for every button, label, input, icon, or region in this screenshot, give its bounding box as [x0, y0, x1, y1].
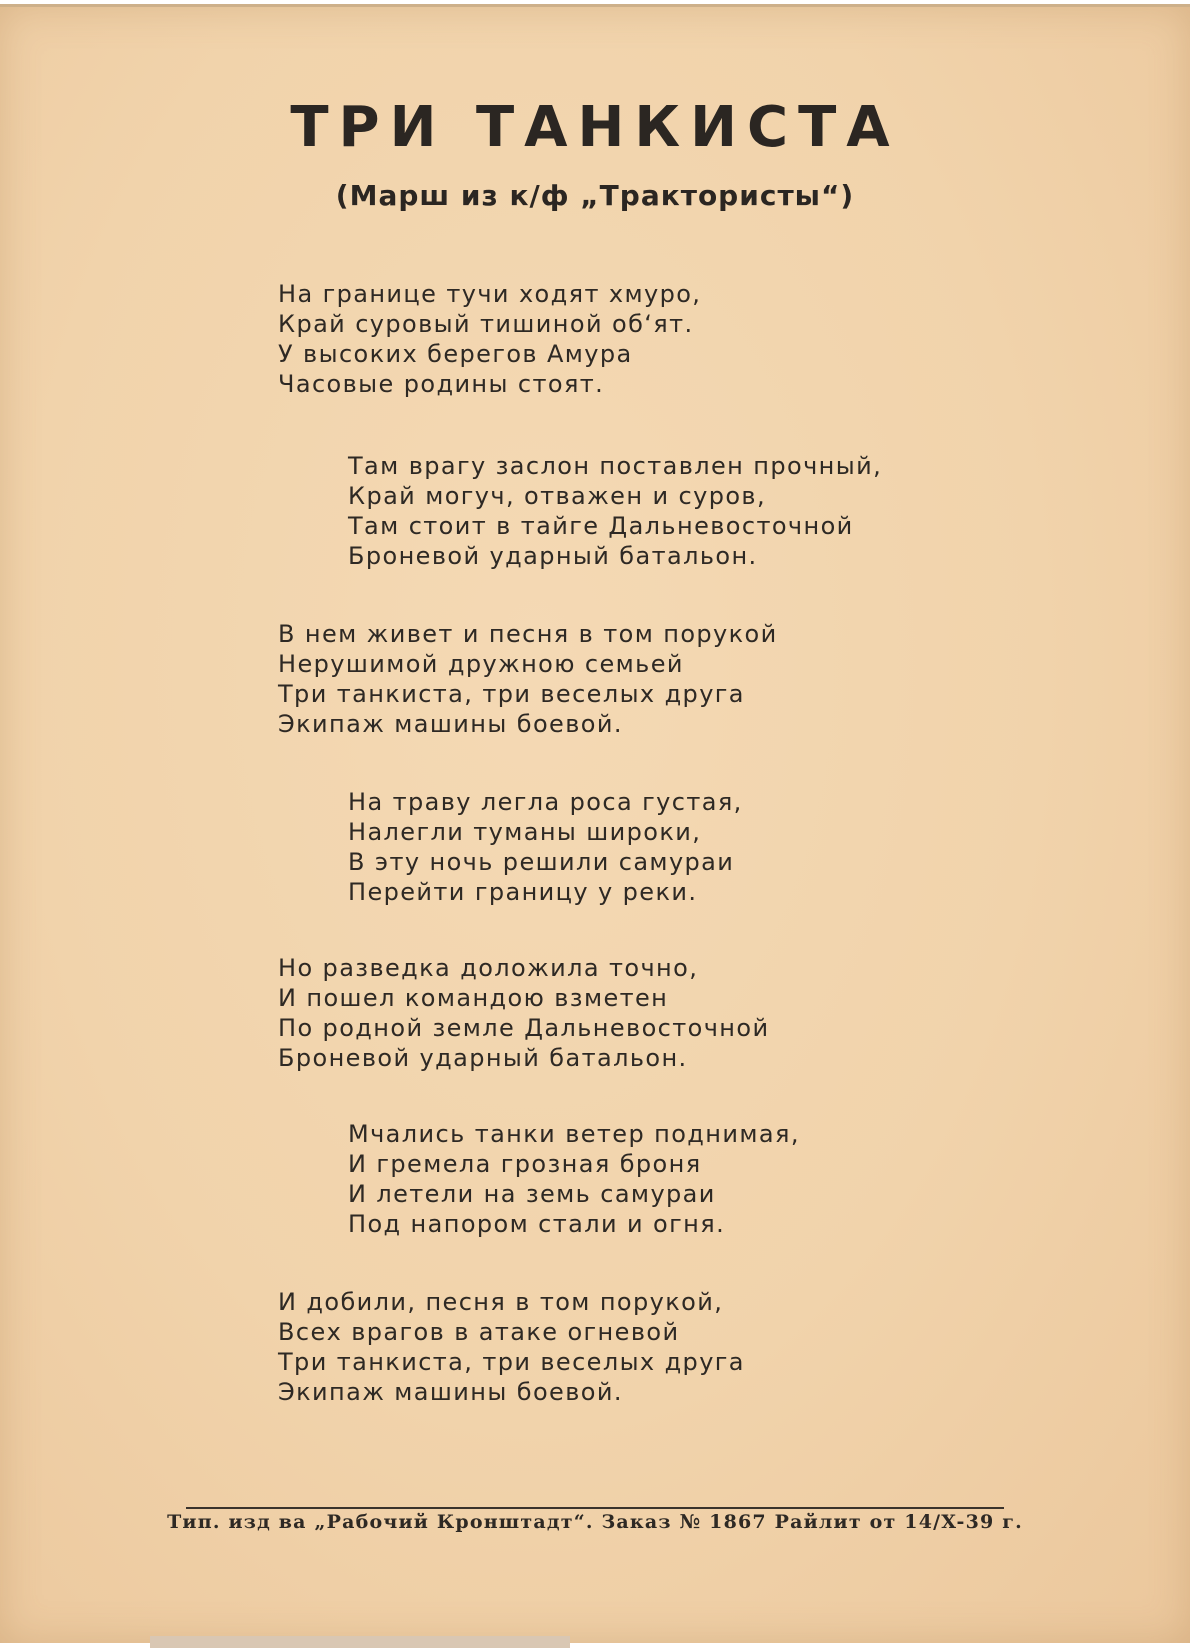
verse-line: Там врагу заслон поставлен прочный,: [348, 452, 883, 480]
footer-divider: [186, 1507, 1004, 1509]
verse-line: Там стоит в тайге Дальневосточной: [348, 512, 854, 540]
verse-line: У высоких берегов Амура: [278, 340, 633, 368]
verse-line: По родной земле Дальневосточной: [278, 1014, 770, 1042]
verse-line: Край суровый тишиной об‘ят.: [278, 310, 694, 338]
verse-line: Перейти границу у реки.: [348, 878, 698, 906]
verse-line: И пошел командою взметен: [278, 984, 669, 1012]
verse-line: Броневой ударный батальон.: [278, 1044, 688, 1072]
verse-line: На границе тучи ходят хмуро,: [278, 280, 702, 308]
verse-line: Часовые родины стоят.: [278, 370, 605, 398]
verse-line: Мчались танки ветер поднимая,: [348, 1120, 800, 1148]
verse-line: Налегли туманы широки,: [348, 818, 702, 846]
song-subtitle: (Марш из к/ф „Трактористы“): [335, 179, 855, 212]
stanza-2: [348, 451, 882, 571]
verse-line: В нем живет и песня в том порукой: [278, 620, 778, 648]
stanza-5: [278, 953, 769, 1073]
verse-line: Броневой ударный батальон.: [348, 542, 758, 570]
verse-line: В эту ночь решили самураи: [348, 848, 735, 876]
verse-line: Край могуч, отважен и суров,: [348, 482, 766, 510]
verse-line: И гремела грозная броня: [348, 1150, 702, 1178]
verse-line: Под напором стали и огня.: [348, 1210, 726, 1238]
verse-line: На траву легла роса густая,: [348, 788, 743, 816]
verse-line: Но разведка доложила точно,: [278, 954, 699, 982]
verse-line: Нерушимой дружною семьей: [278, 650, 684, 678]
stanza-1: [278, 279, 701, 399]
verse-line: Три танкиста, три веселых друга: [278, 1348, 745, 1376]
stanza-6: [348, 1119, 800, 1239]
stanza-7: [278, 1287, 745, 1407]
verse-line: И летели на земь самураи: [348, 1180, 716, 1208]
verse-line: Экипаж машины боевой.: [278, 710, 623, 738]
stanza-4: [348, 787, 743, 907]
printing-imprint: Тип. изд ва „Рабочий Кронштадт“. Заказ № 1867 Райлит от 14/X-39 г.: [167, 1511, 1023, 1533]
verse-line: Всех врагов в атаке огневой: [278, 1318, 680, 1346]
stanza-3: [278, 619, 778, 739]
verse-line: Экипаж машины боевой.: [278, 1378, 623, 1406]
paper-edge-tab: [150, 1636, 570, 1648]
verse-line: И добили, песня в том порукой,: [278, 1288, 724, 1316]
song-sheet: [0, 4, 1190, 1643]
song-title: ТРИ ТАНКИСТА: [290, 95, 900, 160]
verse-line: Три танкиста, три веселых друга: [278, 680, 745, 708]
